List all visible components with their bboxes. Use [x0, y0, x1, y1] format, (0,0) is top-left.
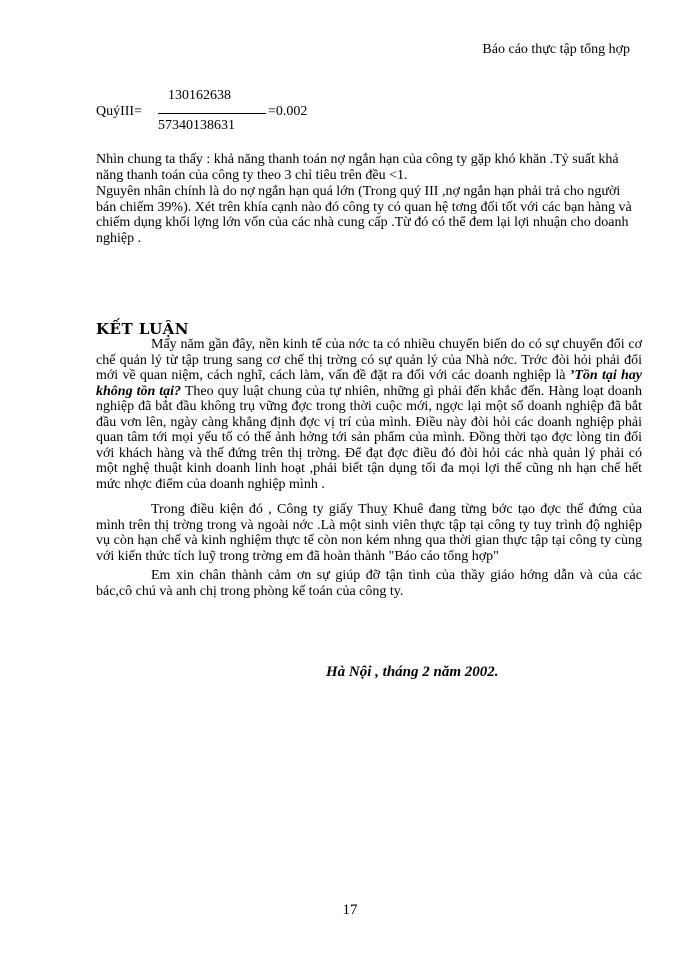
- formula-denominator: 57340138631: [158, 118, 235, 133]
- conclusion-paragraph-1-text-cont: Theo quy luật chung của tự nhiên, những gì phải đến khắc đến. Hàng loạt doanh nghiệp đã bắt đầu không trụ vững đợc trong thời cuộc mới, ngợc lại một số doanh nghiệp đã bắt đầu vơn lên, ngày càng khẳng định đợc vị trí của mình. Điều này đòi hỏi các doanh nghiệp phải quan tâm tới mọi yếu tố có thể ảnh hởng tới sản phẩm của mình. Đồng thời tạo đợc lòng tin đối với khách hàng và thế đứng trên thị trờng. Để đạt đợc điều đó đòi hỏi các nhà quản lý phải có một nghệ thuật kinh doanh linh hoạt ,phải biết tận dụng tối đa mọi lợi thế cũng nh hạn chế hết mức nhợc điểm của doanh nghiệp mình .: [96, 383, 642, 492]
- conclusion-paragraph-3: Em xin chân thành cảm ơn sự giúp đỡ tận tình của thầy giáo hớng dẫn và của các bác,cô chú và anh chị trong phòng kế toán của công ty.: [96, 568, 642, 599]
- formula-result: =0.002: [268, 104, 308, 119]
- conclusion-paragraph-2: Trong điều kiện đó , Công ty giấy Thuỵ Khuê đang từng bớc tạo đợc thế đứng của mình trên thị trờng trong và ngoài nớc .Là một sinh viên thực tập tại công ty tuy trình độ nghiệp vụ còn hạn chế và kinh nghiệm thực tế còn non kém nhng qua thời gian thực tập tại công ty cùng với kiến thức tích luỹ trong trờng em đã hoàn thành "Báo cáo tổng hợp": [96, 502, 642, 564]
- formula-label: QuýIII=: [96, 104, 142, 119]
- conclusion-heading: KẾT LUẬN: [96, 320, 190, 338]
- analysis-paragraph-2: Nguyên nhân chính là do nợ ngắn hạn quá lớn (Trong quý III ,nợ ngắn hạn phải trả cho người bán chiếm 39%). Xét trên khía cạnh nào đó công ty có quan hệ tơng đối tốt với các bạn hàng và chiếm dụng khối lợng lớn vốn của các nhà cung cấp .Từ đó có thể đem lại lợi nhuận cho doanh nghiệp .: [96, 184, 632, 246]
- liquidity-ratio-formula: [96, 88, 356, 142]
- fraction-bar: [158, 113, 266, 114]
- analysis-paragraph-1: Nhìn chung ta thấy : khả năng thanh toán nợ ngắn hạn của công ty gặp khó khăn .Tỷ suất khả năng thanh toán của công ty theo 3 chỉ tiêu trên đều <1.: [96, 152, 619, 183]
- page-header-title: Báo cáo thực tập tổng hợp: [482, 42, 630, 57]
- page-number: 17: [342, 902, 358, 918]
- signoff-date: Hà Nội , tháng 2 năm 2002.: [326, 664, 499, 680]
- conclusion-body: [96, 337, 642, 599]
- formula-numerator: 130162638: [168, 88, 231, 103]
- conclusion-emphasis: ’Tồn tại hay không tồn tại?: [96, 368, 643, 399]
- conclusion-paragraph-1: [96, 337, 642, 492]
- conclusion-paragraph-1-text: Mấy năm gần đây, nền kinh tế của nớc ta có nhiều chuyển biến do có sự chuyển đổi cơ chế quản lý từ tập trung sang cơ chế thị trờng có sự quản lý của Nhà nớc. Trớc đòi hỏi phải đổi mới về quan niệm, cách nghĩ, cách làm, vấn đề đặt ra đối với các doanh nghiệp là: [96, 337, 642, 383]
